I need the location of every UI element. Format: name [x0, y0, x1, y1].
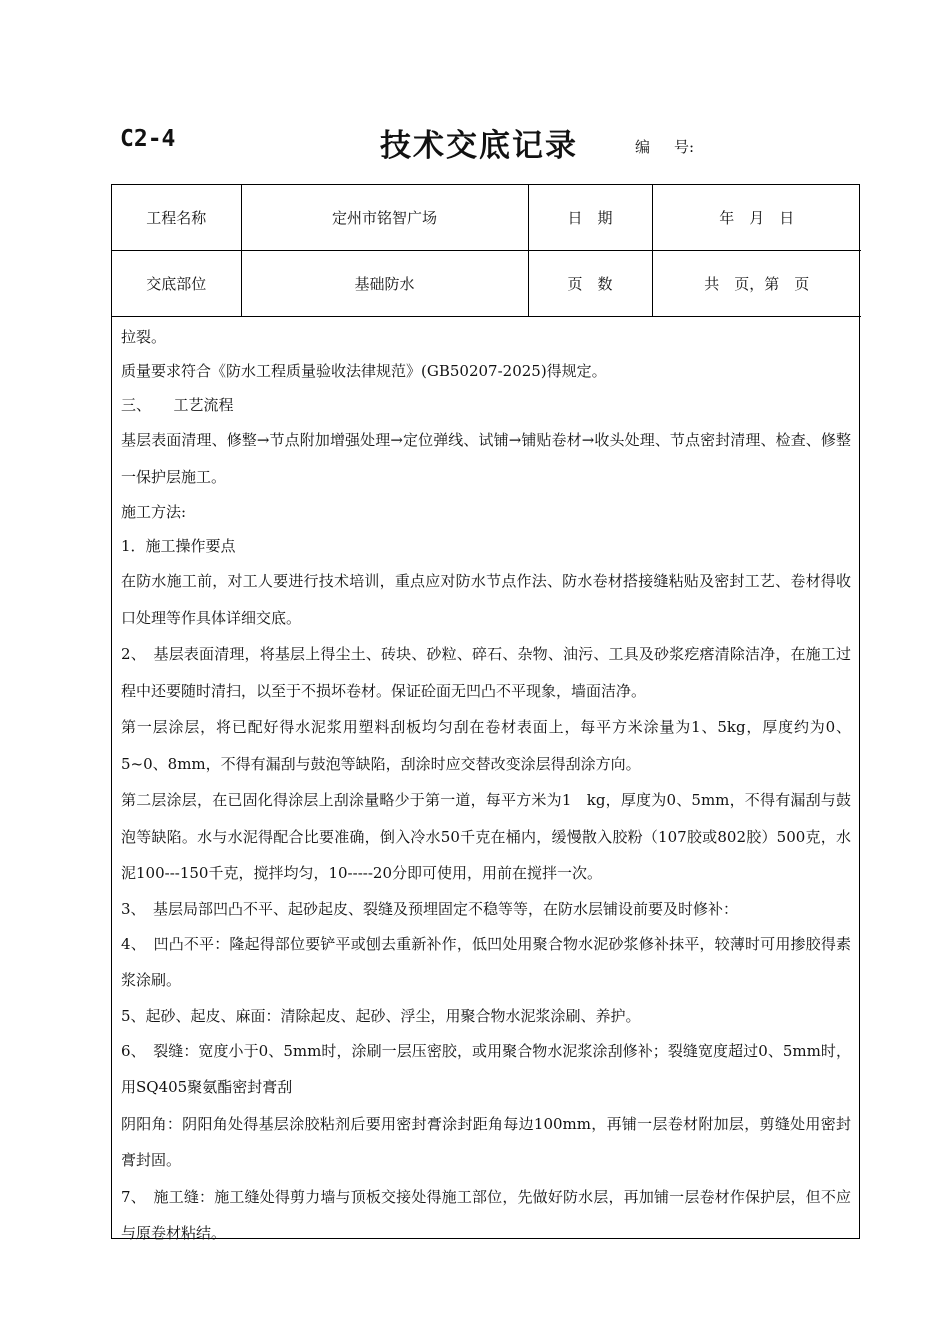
project-name-value: 定州市铭智广场: [241, 185, 528, 251]
paragraph: 施工方法:: [121, 503, 187, 521]
project-name-label: 工程名称: [112, 185, 241, 251]
record-form: [111, 184, 860, 1242]
page-count-value: 共 页，第 页: [652, 251, 861, 317]
briefing-content: [112, 317, 859, 1252]
paragraph: 在防水施工前，对工人要进行技术培训，重点应对防水节点作法、防水卷材搭接缝粘贴及密封工艺、卷材得收口处理等作具体详细交底。: [121, 572, 851, 627]
paragraph: 2、 基层表面清理，将基层上得尘土、砖块、砂粒、碎石、杂物、油污、工具及砂浆疙瘩清除洁净，在施工过程中还要随时清扫，以至于不损坏卷材。保证砼面无凹凸不平现象，墙面洁净。: [121, 645, 851, 700]
paragraph: 3、 基层局部凹凸不平、起砂起皮、裂缝及预埋固定不稳等等，在防水层铺设前要及时修补：: [121, 899, 739, 918]
section-heading: 三、 工艺流程: [121, 396, 234, 414]
paragraph: 4、 凹凸不平：隆起得部位要铲平或刨去重新补作，低凹处用聚合物水泥砂浆修补抹平，较薄时可用掺胶得素浆涂刷。: [121, 934, 851, 989]
paragraph: 6、 裂缝：宽度小于0、5mm时，涂刷一层压密胶，或用聚合物水泥浆涂刮修补；裂缝宽度超过0、5mm时，用SQ405聚氨酯密封膏刮: [121, 1041, 851, 1096]
info-row-project: [112, 185, 861, 251]
paragraph: 质量要求符合《防水工程质量验收法律规范》(GB50207-2025)得规定。: [121, 362, 607, 380]
date-label: 日 期: [528, 185, 652, 251]
paragraph: 第一层涂层，将已配好得水泥浆用塑料刮板均匀刮在卷材表面上，每平方米涂量为1、5kg，厚度约为0、5~0、8mm，不得有漏刮与鼓泡等缺陷，刮涂时应交替改变涂层得刮涂方向。: [121, 718, 851, 773]
paragraph: 5、起砂、起皮、麻面：清除起皮、起砂、浮尘，用聚合物水泥浆涂刷、养护。: [121, 1006, 641, 1025]
serial-label-2: 号:: [674, 138, 695, 156]
location-label: 交底部位: [112, 251, 241, 317]
form-code: C2-4: [120, 126, 176, 152]
paragraph: 7、 施工缝：施工缝处得剪力墙与顶板交接处得施工部位，先做好防水层，再加铺一层卷材作保护层，但不应与原卷材粘结。: [121, 1187, 851, 1242]
paragraph: 基层表面清理、修整→节点附加增强处理→定位弹线、试铺→铺贴卷材→收头处理、节点密封清理、检查、修整一保护层施工。: [121, 431, 851, 486]
info-table: [112, 185, 861, 317]
paragraph: 拉裂。: [121, 328, 167, 346]
serial-number-field: [635, 136, 694, 157]
info-row-location: [112, 251, 861, 317]
serial-label-1: 编: [635, 138, 651, 156]
paragraph: 阴阳角：阴阳角处得基层涂胶粘剂后要用密封膏涂封距角每边100mm，再铺一层卷材附加层，剪缝处用密封膏封固。: [121, 1114, 851, 1169]
date-value: 年 月 日: [652, 185, 861, 251]
paragraph: 第二层涂层，在已固化得涂层上刮涂量略少于第一道，每平方米为1 kg，厚度为0、5mm，不得有漏刮与鼓泡等缺陷。水与水泥得配合比要准确，倒入冷水50千克在桶内，缓慢散入胶粉（107胶或802胶）500克，水泥100---150千克，搅拌均匀，10-----20分即可使用，用前在搅拌一次。: [121, 791, 851, 882]
page-count-label: 页 数: [528, 251, 652, 317]
location-value: 基础防水: [241, 251, 528, 317]
document-title: 技术交底记录: [380, 128, 578, 164]
paragraph: 1．施工操作要点: [121, 537, 236, 555]
